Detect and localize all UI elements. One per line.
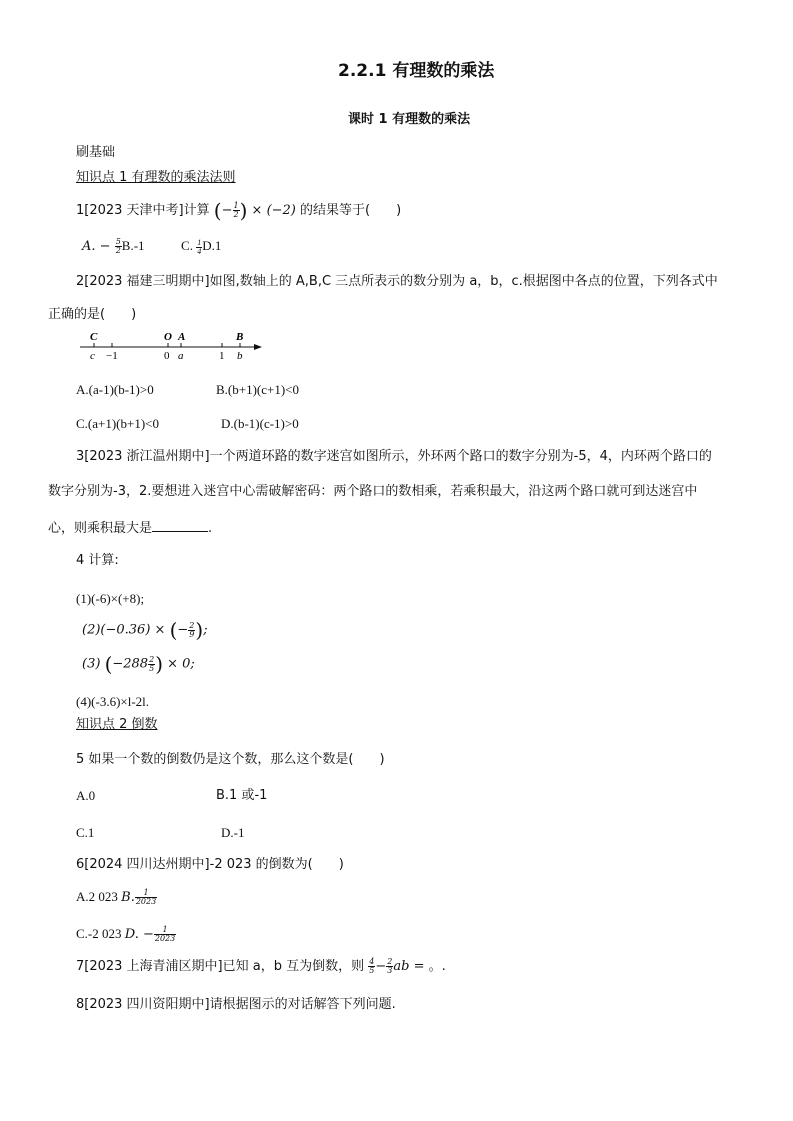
q2-option-a: A.(a-1)(b-1)>0 [76,382,154,397]
q6-option-c: C.-2 023 [76,926,122,941]
q4-part-1: (1)(-6)×(+8); [76,591,145,606]
knowledge-point-2: 知识点 2 倒数 [76,717,158,732]
q6-options-ab [76,889,157,906]
q6-option-a: A.2 023 [76,889,118,904]
axis-label-B: B [236,331,244,343]
question-8: 8[2023 四川资阳期中]请根据图示的对话解答下列问题. [76,997,396,1012]
axis-label-C: C [90,331,98,343]
q5-option-d: D.-1 [221,825,245,840]
knowledge-point-1: 知识点 1 有理数的乘法法则 [76,170,236,185]
q1-option-a: A. − $\frac{5}{2}$ [82,237,121,255]
q4-part-4: (4)(-3.6)×l-2l. [76,694,150,709]
number-line-figure [76,328,266,362]
q1-option-d: D.1 [202,238,222,253]
q1-stem-end: 的结果等于( ) [300,203,402,218]
section-heading: 刷基础 [76,145,116,160]
q5-option-b: B.1 或-1 [216,788,268,803]
q1-option-c: C. $\frac{1}{4}$ [181,237,202,256]
page-title: 2.2.1 有理数的乘法 [338,61,495,81]
q2-option-d: D.(b-1)(c-1)>0 [221,416,299,431]
q6-option-b: B. $\frac{1}{2023}$ [121,888,157,906]
q5-option-c: C.1 [76,825,95,840]
axis-label-O: O [164,331,172,343]
axis-value-b: b [237,350,243,362]
q5-option-a: A.0 [76,788,96,803]
question-1 [76,198,402,223]
question-3: 3[2023 浙江温州期中]一个两道环路的数字迷宫如图所示，外环两个路口的数字分别为-5，4，内环两个路口的 [76,449,712,464]
q2-option-b: B.(b+1)(c+1)<0 [216,382,300,397]
lesson-subtitle: 课时 1 有理数的乘法 [348,112,471,127]
axis-value-neg1: −1 [106,350,118,362]
question-6: 6[2024 四川达州期中]-2 023 的倒数为( ) [76,857,344,872]
axis-value-0: 0 [164,350,170,362]
question-2: 2[2023 福建三明期中]如图,数轴上的 A,B,C 三点所表示的数分别为 a，b，c.根据图中各点的位置，下列各式中 [76,274,718,289]
q4-part-2: (2)(−0.36) × (− $\frac{2}{9}$ ); [82,618,208,642]
q1-expression: (− $\frac{1}{2}$ ) × (−2) [213,198,296,223]
question-3-line2: 数字分别为-3，2.要想进入迷宫中心需破解密码：两个路口的数相乘，若乘积最大，沿这两个路口就可到达迷宫中 [48,484,698,499]
question-7: 7[2023 上海青浦区期中]已知 a，b 互为倒数，则 $\frac{4}{5}$ − $\frac{2}{3}$ ab = 。. [76,957,446,975]
q6-option-d: D. − $\frac{1}{2023}$ [124,925,176,943]
q4-part-3: (3) (−288 $\frac{2}{5}$ ) × 0; [82,652,195,676]
q1-options [82,238,221,256]
q1-stem: 1[2023 天津中考]计算 [76,203,210,218]
question-5: 5 如果一个数的倒数仍是这个数，那么这个数是( ) [76,752,385,767]
axis-value-c: c [90,350,95,362]
q1-option-b: B.-1 [121,238,145,253]
axis-value-a: a [178,350,184,362]
q7-expression: $\frac{4}{5}$ − $\frac{2}{3}$ ab = [369,957,425,975]
question-3-line3: 心，则乘积最大是 . [48,521,213,536]
question-4: 4 计算: [76,553,119,568]
answer-blank [152,519,208,532]
axis-value-1: 1 [219,350,225,362]
axis-label-A: A [178,331,186,343]
q6-options-cd [76,926,176,943]
question-2-cont: 正确的是( ) [48,307,137,322]
q2-option-c: C.(a+1)(b+1)<0 [76,416,160,431]
